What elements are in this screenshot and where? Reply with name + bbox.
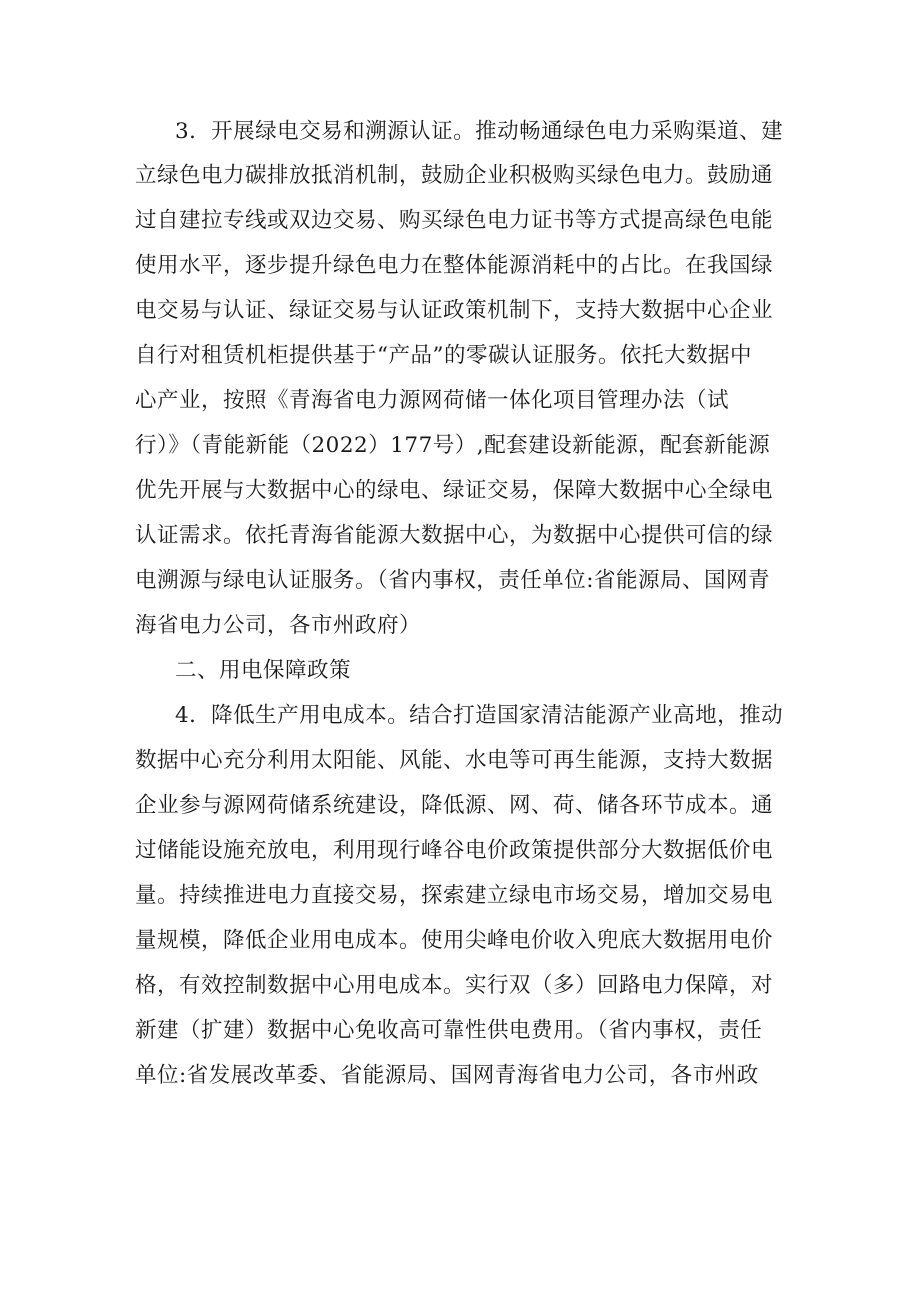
- paragraph-3-line-1: 3．开展绿电交易和溯源认证。推动畅通绿色电力采购渠道、建: [175, 119, 784, 144]
- paragraph-4-line-9: 单位:省发展改革委、省能源局、国网青海省电力公司，各市州政: [135, 1063, 759, 1088]
- paragraph-3-line-8: 行）》（青能新能（2022）177号）,配套建设新能源，配套新能源: [135, 433, 771, 458]
- paragraph-4-line-7: 格，有效控制数据中心用电成本。实行双（多）回路电力保障，对: [135, 973, 774, 998]
- paragraph-4-line-3: 企业参与源网荷储系统建设，降低源、网、荷、储各环节成本。通: [135, 793, 774, 818]
- paragraph-3-line-2: 立绿色电力碳排放抵消机制，鼓励企业积极购买绿色电力。鼓励通: [135, 163, 774, 188]
- paragraph-4-line-5: 量。持续推进电力直接交易，探索建立绿电市场交易，增加交易电: [135, 883, 774, 908]
- paragraph-3-line-11: 电溯源与绿电认证服务。（省内事权，责任单位:省能源局、国网青: [135, 568, 770, 593]
- paragraph-3-line-10: 认证需求。依托青海省能源大数据中心，为数据中心提供可信的绿: [135, 523, 774, 548]
- paragraph-4-line-6: 量规模，降低企业用电成本。使用尖峰电价收入兜底大数据用电价: [135, 928, 774, 953]
- paragraph-3-line-3: 过自建拉专线或双边交易、购买绿色电力证书等方式提高绿色电能: [135, 208, 774, 233]
- paragraph-4-line-2: 数据中心充分利用太阳能、风能、水电等可再生能源，支持大数据: [135, 748, 774, 773]
- paragraph-4-line-1: 4．降低生产用电成本。结合打造国家清洁能源产业高地，推动: [175, 703, 784, 728]
- paragraph-3-line-9: 优先开展与大数据中心的绿电、绿证交易，保障大数据中心全绿电: [135, 478, 774, 503]
- section-heading: 二、用电保障政策: [175, 658, 352, 683]
- paragraph-3-line-12: 海省电力公司，各市州政府）: [135, 613, 422, 638]
- paragraph-3-line-5: 电交易与认证、绿证交易与认证政策机制下，支持大数据中心企业: [135, 298, 774, 323]
- paragraph-4-line-4: 过储能设施充放电，利用现行峰谷电价政策提供部分大数据低价电: [135, 838, 774, 863]
- paragraph-3-line-4: 使用水平，逐步提升绿色电力在整体能源消耗中的占比。在我国绿: [135, 253, 774, 278]
- paragraph-4-line-8: 新建（扩建）数据中心免收高可靠性供电费用。（省内事权，责任: [135, 1018, 763, 1043]
- paragraph-3-line-7: 心产业，按照《青海省电力源网荷储一体化项目管理办法（试: [135, 388, 730, 413]
- paragraph-3-line-6: 自行对租赁机柜提供基于“产品”的零碳认证服务。依托大数据中: [135, 343, 752, 368]
